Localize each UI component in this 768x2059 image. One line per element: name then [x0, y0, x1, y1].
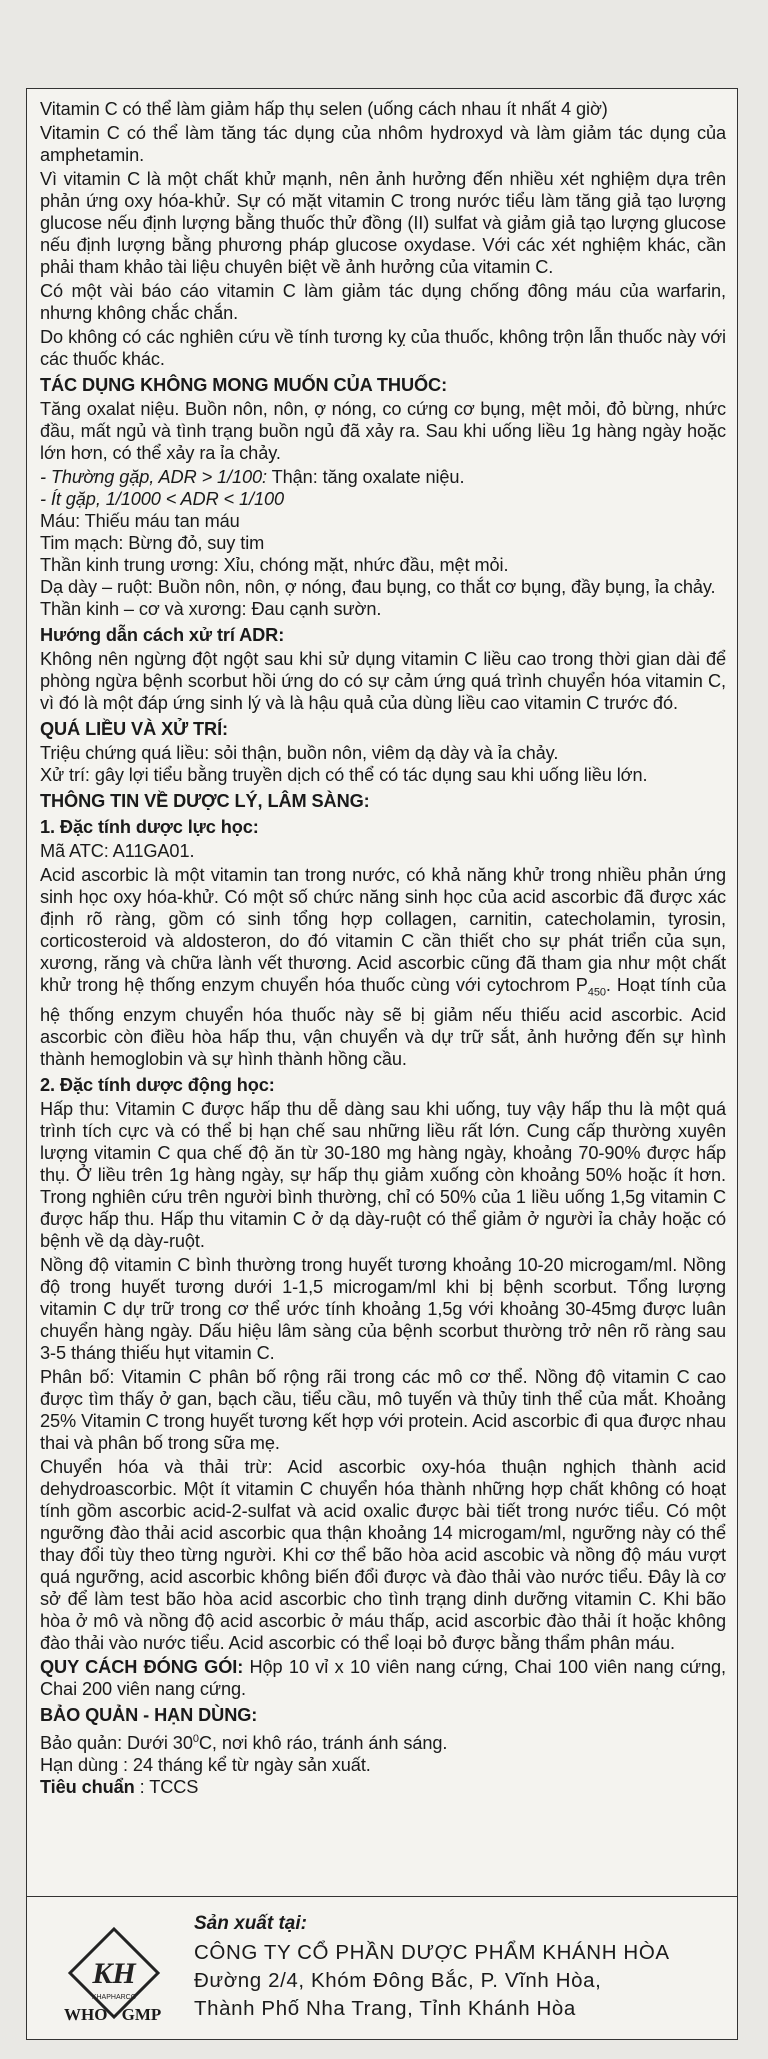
adr-cns: Thần kinh trung ương: Xỉu, chóng mặt, nhức đầu, mệt mỏi. — [40, 555, 509, 575]
common-adr-text: Thận: tăng oxalate niệu. — [267, 467, 465, 487]
heading-pharmacology: THÔNG TIN VỀ DƯỢC LÝ, LÂM SÀNG: — [40, 791, 370, 811]
manufactured-at-label: Sản xuất tại: — [194, 1913, 307, 1934]
packaging-label: QUY CÁCH ĐÓNG GÓI: — [40, 1656, 244, 1677]
superscript: 0 — [192, 1732, 199, 1745]
company-name: CÔNG TY CỔ PHẦN DƯỢC PHẨM KHÁNH HÒA — [194, 1941, 670, 1964]
leaflet-body — [40, 98, 726, 1800]
subscript: 450 — [587, 986, 606, 999]
text-run: Bảo quản: Dưới 30 — [40, 1732, 193, 1753]
adr-gi: Dạ dày – ruột: Buồn nôn, nôn, ợ nóng, đau bụng, co thắt cơ bụng, đầy bụng, ỉa chảy. — [40, 577, 716, 597]
paragraph: Tăng oxalat niệu. Buồn nôn, nôn, ợ nóng, co cứng cơ bụng, mệt mỏi, đỏ bừng, nhức đầu, mất ngủ và tình trạng buồn ngủ đã xảy ra. Sau khi uống liều 1g hàng ngày hoặc lớn hơn, có thể xảy ra ỉa chảy. — [40, 399, 726, 463]
heading-storage: BẢO QUẢN - HẠN DÙNG: — [40, 1704, 258, 1725]
rare-adr-label: - Ít gặp, 1/1000 < ADR < 1/100 — [40, 489, 285, 509]
packaging — [40, 1656, 726, 1700]
common-adr-label: - Thường gặp, ADR > 1/100: — [40, 467, 268, 487]
paragraph: Không nên ngừng đột ngột sau khi sử dụng vitamin C liều cao trong thời gian dài để phòng ngừa bệnh scorbut hồi ứng do có sự cảm ứng quá trình chuyển hóa vitamin C, vì đó là một đáp ứng sinh lý và là hậu quả của dùng liều cao vitamin C trước đó. — [40, 649, 726, 713]
text-run: C, nơi khô ráo, tránh ánh sáng. — [198, 1732, 448, 1753]
storage — [40, 1728, 726, 1754]
standard-text: : TCCS — [134, 1776, 199, 1797]
heading-pharmacokinetics: 2. Đặc tính dược động học: — [40, 1074, 275, 1095]
paragraph-metabolism: Chuyển hóa và thải trừ: Acid ascorbic oxy-hóa thuận nghịch thành acid dehydroascorbic. Một ít vitamin C chuyển hóa thành những hợp chất không có hoạt tính gồm ascorbic acid-2-sulfat và acid oxalic được bài tiết trong nước tiểu. Có một ngưỡng đào thải acid ascorbic qua thận khoảng 14 microgam/ml, ngưỡng này có thể thay đổi tùy theo từng người. Khi cơ thể bão hòa acid ascobic và nồng độ máu vượt quá ngưỡng, acid ascorbic không biến đổi được và đào thải vào nước tiểu. Đây là cơ sở để làm test bão hòa acid ascorbic cho tình trạng dinh dưỡng vitamin C. Khi bão hòa ở mô và nồng độ acid ascorbic ở máu thấp, acid ascorbic đào thải ít hoặc không đào thải vào nước tiểu. Acid ascorbic có thể loại bỏ được bằng thẩm phân máu. — [40, 1456, 726, 1653]
paragraph: Do không có các nghiên cứu về tính tương kỵ của thuốc, không trộn lẫn thuốc này với các thuốc khác. — [40, 327, 726, 369]
address-line-2: Thành Phố Nha Trang, Tỉnh Khánh Hòa — [194, 1997, 576, 2020]
heading-pharmacodynamics: 1. Đặc tính dược lực học: — [40, 817, 259, 837]
heading-adr-management: Hướng dẫn cách xử trí ADR: — [40, 625, 285, 645]
paragraph-absorption: Hấp thu: Vitamin C được hấp thu dễ dàng sau khi uống, tuy vậy hấp thu là một quá trình tích cực và có thể bị hạn chế sau những liều rất lớn. Cung cấp thường xuyên lượng vitamin C qua chế độ ăn từ 30-180 mg hàng ngày, khoảng 70-90% được hấp thụ. Ở liều trên 1g hàng ngày, sự hấp thụ giảm xuống còn khoảng 50% hoặc ít hơn. Trong nghiên cứu trên người bình thường, chỉ có 50% của 1 liều uống 1,5g vitamin C được hấp thu. Hấp thu vitamin C ở dạ dày-ruột có thể giảm ở người ỉa chảy hoặc có bệnh về dạ dày-ruột. — [40, 1098, 726, 1251]
packaging-text: Hộp 10 vỉ x 10 viên nang cứng, Chai 100 viên nang cứng, Chai 200 viên nang cứng. — [40, 1656, 726, 1699]
logo-brand: KHAPHARCO — [91, 1994, 137, 2001]
atc-code: Mã ATC: A11GA01. — [40, 841, 195, 861]
text-run: . Hoạt tính của hệ thống enzym chuyển hóa thuốc này sẽ bị giảm nếu thiếu acid ascorbic. Acid ascorbic còn điều hòa hấp thu, vận chuyển và dự trữ sắt, ảnh hưởng đến sự hình thành hemoglobin và sự hình thành hồng cầu. — [40, 975, 726, 1069]
adr-neuro: Thần kinh – cơ và xương: Đau cạnh sườn. — [40, 599, 382, 619]
heading-overdose: QUÁ LIỀU VÀ XỬ TRÍ: — [40, 719, 228, 739]
overdose-symptoms: Triệu chứng quá liều: sỏi thận, buồn nôn, viêm dạ dày và ỉa chảy. — [40, 743, 559, 763]
paragraph-pharmacodynamics — [40, 864, 726, 1070]
paragraph-distribution: Phân bố: Vitamin C phân bố rộng rãi trong các mô cơ thể. Nồng độ vitamin C cao được tìm thấy ở gan, bạch cầu, tiểu cầu, mô tuyến và thủy tinh thể của mắt. Khoảng 25% Vitamin C trong huyết tương kết hợp với protein. Acid ascorbic đi qua được nhau thai và phân bố trong sữa mẹ. — [40, 1366, 726, 1453]
text-run: Acid ascorbic là một vitamin tan trong nước, có khả năng khử trong nhiều phản ứng sinh học oxy hóa-khử. Có một số chức năng sinh học của acid ascorbic đã được xác định rõ ràng, gồm có sinh tổng hợp collagen, carnitin, catecholamin, tyrosin, corticosteroid và aldosteron, do đó vitamin C cần thiết cho sự phát triển của sụn, xương, răng và chữa lành vết thương. Acid ascorbic cũng đã tham gia như một chất khử trong hệ thống enzym chuyển hóa thuốc cùng với cytochrom P — [40, 865, 726, 995]
standard — [40, 1776, 726, 1798]
paragraph: Vì vitamin C là một chất khử mạnh, nên ảnh hưởng đến nhiều xét nghiệm dựa trên phản ứng oxy hóa-khử. Sự có mặt vitamin C trong nước tiểu làm tăng giả tạo lượng glucose nếu định lượng bằng thuốc thử đồng (II) sulfat và giảm giả tạo lượng glucose nếu định lượng bằng phương pháp glucose oxydase. Với các xét nghiệm khác, cần phải tham khảo tài liệu chuyên biệt về ảnh hưởng của vitamin C. — [40, 169, 726, 277]
paragraph-concentration: Nồng độ vitamin C bình thường trong huyết tương khoảng 10-20 microgam/ml. Nồng độ trong huyết tương dưới 1-1,5 microgam/ml khi bị bệnh scorbut. Tổng lượng vitamin C dự trữ trong cơ thể ước tính khoảng 1,5g với khoảng 30-45mg được luân chuyển hàng ngày. Dấu hiệu lâm sàng của bệnh scorbut thường trở nên rõ ràng sau 3-5 tháng thiếu hụt vitamin C. — [40, 1254, 726, 1363]
paragraph: Vitamin C có thể làm giảm hấp thụ selen (uống cách nhau ít nhất 4 giờ) — [40, 99, 608, 119]
expiry: Hạn dùng : 24 tháng kể từ ngày sản xuất. — [40, 1754, 371, 1775]
overdose-treatment: Xử trí: gây lợi tiểu bằng truyền dịch có thể có tác dụng sau khi uống liều lớn. — [40, 765, 648, 785]
heading-side-effects: TÁC DỤNG KHÔNG MONG MUỐN CỦA THUỐC: — [40, 375, 448, 395]
gmp-certification: WHO - GMP — [64, 2005, 162, 2024]
paragraph: Có một vài báo cáo vitamin C làm giảm tác dụng chống đông máu của warfarin, nhưng không chắc chắn. — [40, 281, 726, 323]
common-adr-line — [40, 466, 726, 488]
adr-heart: Tim mạch: Bừng đỏ, suy tim — [40, 533, 265, 553]
manufacturer-footer — [26, 1896, 738, 2041]
adr-blood: Máu: Thiếu máu tan máu — [40, 511, 240, 531]
address-line-1: Đường 2/4, Khóm Đông Bắc, P. Vĩnh Hòa, — [194, 1969, 602, 1992]
standard-label: Tiêu chuẩn — [40, 1776, 135, 1797]
paragraph: Vitamin C có thể làm tăng tác dụng của nhôm hydroxyd và làm giảm tác dụng của amphetamin. — [40, 123, 726, 165]
logo-letters: KH — [92, 1957, 136, 1990]
